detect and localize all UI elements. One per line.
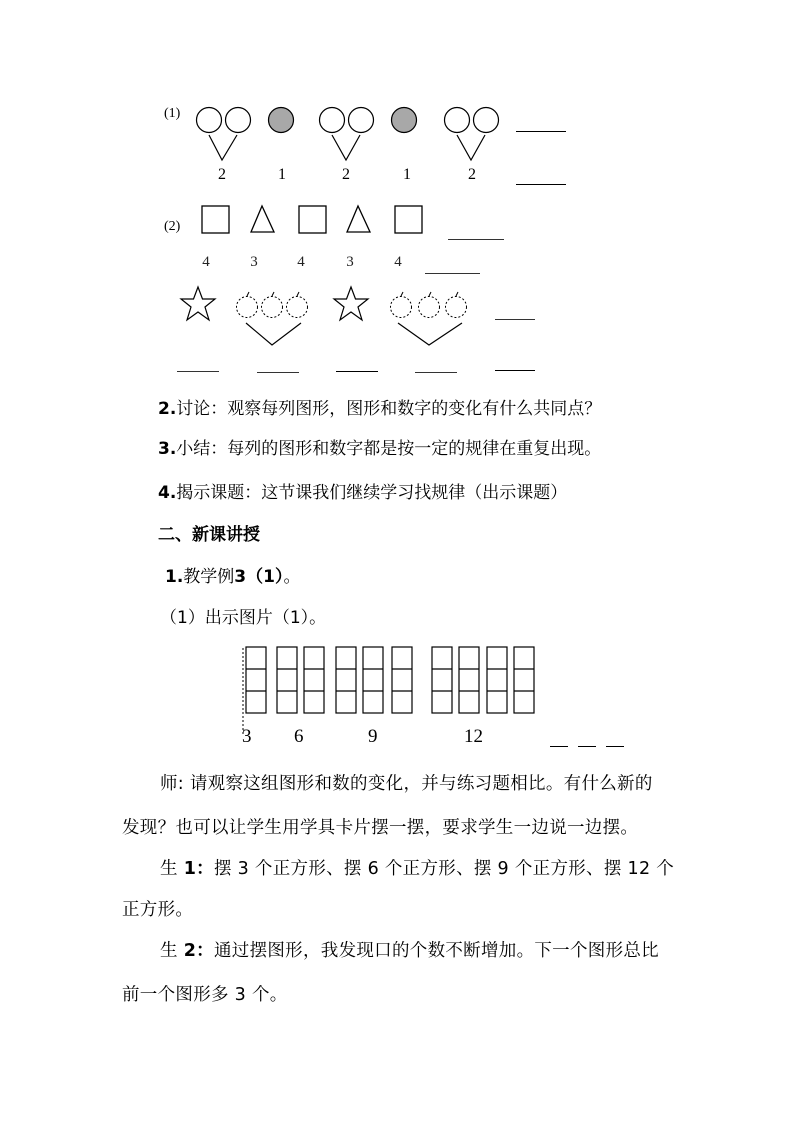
square-column [432,647,452,713]
student-2-line [160,940,659,962]
teacher-line: 师: 请观察这组图形和数的变化，并与练习题相比。有什么新的 [160,774,653,794]
number-label: 2 [468,166,476,183]
number-label: 3 [250,254,258,270]
student-1-line: 正方形。 [122,900,194,920]
square-column [336,647,356,713]
student-1-line [160,858,674,880]
square-column [277,647,297,713]
exercise-2-label: (2) [164,219,181,234]
exercise-1-label: (1) [164,106,181,121]
student-2-line: 前一个图形多 3 个。 [122,985,288,1005]
number-label: 1 [403,166,411,183]
dialogue-text: 通过摆图形，我发现口的个数不断增加。下一个图形总比 [213,941,659,961]
speaker-number: 2： [183,941,214,961]
number-label: 4 [394,254,402,270]
paragraph-text: 讨论：观察每列图形，图形和数字的变化有什么共同点？ [176,399,602,419]
square-column [459,647,479,713]
example-number: 3 [234,567,247,587]
item-number: 1. [165,567,184,587]
square-column [392,647,412,713]
count-label: 9 [368,726,378,747]
answer-blank[interactable] [606,746,624,747]
speaker-label: 生 [160,941,178,961]
number-label: 3 [346,254,354,270]
show-picture-line: （1）出示图片（1）。 [160,608,327,628]
paragraph-text: 。 [283,567,301,587]
paragraph-text: 揭示课题：这节课我们继续学习找规律（出示课题） [176,483,568,503]
dialogue-text: 摆 3 个正方形、摆 6 个正方形、摆 9 个正方形、摆 12 个 [213,859,675,879]
teacher-line: 发现？也可以让学生用学具卡片摆一摆，要求学生一边说一边摆。 [122,818,639,838]
number-label: 4 [297,254,305,270]
speaker-label: 生 [160,859,178,879]
count-label: 3 [242,726,252,747]
speaker-number: 1： [183,859,214,879]
item-number: 2. [158,399,177,419]
item-number: 4. [158,483,177,503]
number-label: 2 [218,166,226,183]
example-paren: （1） [246,567,284,587]
answer-blank[interactable] [578,746,596,747]
square-column [487,647,507,713]
number-label: 2 [342,166,350,183]
count-label: 12 [464,726,483,747]
count-label: 6 [294,726,304,747]
answer-blank[interactable] [550,746,568,747]
square-column [514,647,534,713]
number-label: 4 [202,254,210,270]
paragraph-text: 小结：每列的图形和数字都是按一定的规律在重复出现。 [176,439,602,459]
paragraph-text: 教学例 [183,567,235,587]
item-number: 3. [158,439,177,459]
square-column [363,647,383,713]
square-column [304,647,324,713]
number-label: 1 [278,166,286,183]
section-title: 二、新课讲授 [158,525,260,545]
square-column [246,647,266,713]
